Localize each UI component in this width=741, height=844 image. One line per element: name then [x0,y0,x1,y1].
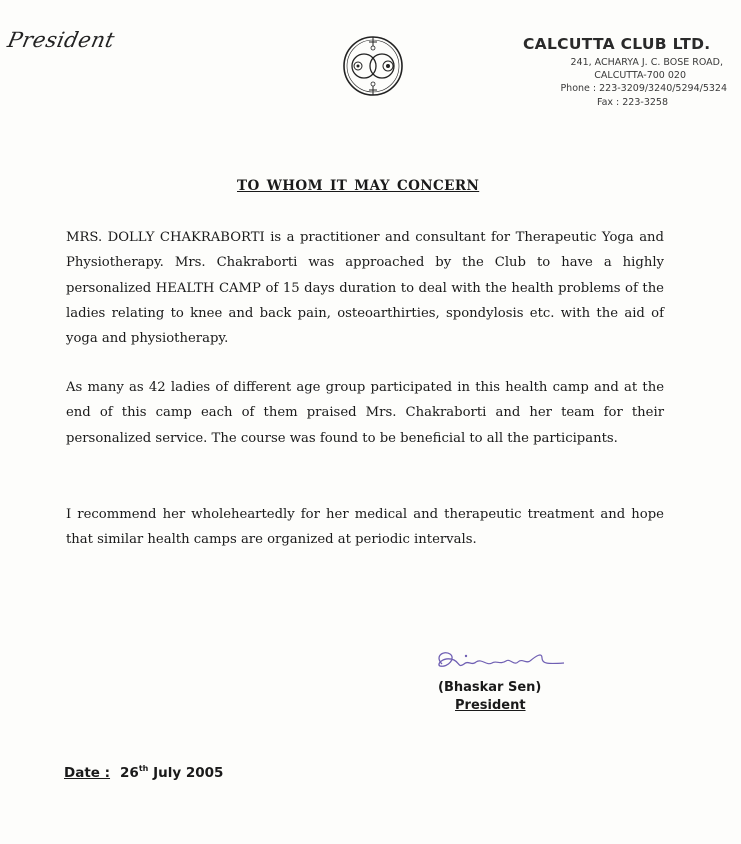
letter-date [64,764,223,781]
letter-paragraph-3: I recommend her wholeheartedly for her medical and therapeutic treatment and hope that similar health camps are organized at periodic intervals. [66,507,664,548]
date-month-year: July 2005 [153,765,224,781]
club-address-line2: CALCUTTA-700 020 [594,70,686,81]
date-day: 26 [120,765,139,781]
club-emblem-icon [336,34,410,98]
signer-name: (Bhaskar Sen) [438,680,542,695]
letter-paragraph-1: MRS. DOLLY CHAKRABORTI is a practitioner and consultant for Therapeutic Yoga and Physiotherapy. Mrs. Chakraborti was approached by the Club to have a highly personalized HEALTH CAMP of 15 days duration to deal with the health problems of the ladies relating to knee and back pain, osteoarthirties, spondylosis etc. with the aid of yoga and physiotherapy. [66,230,664,347]
letter-paragraph-2: As many as 42 ladies of different age group participated in this health camp and at the end of this camp each of them praised Mrs. Chakraborti and her team for their personalized service. The course was found to be beneficial to all the participants. [66,380,664,446]
handwritten-signature-icon [430,646,570,676]
letter-heading: TO WHOM IT MAY CONCERN [237,178,480,194]
club-address-line1: 241, ACHARYA J. C. BOSE ROAD, [570,57,723,68]
president-script-heading: President [5,28,117,52]
club-phone: Phone : 223-3209/3240/5294/5324 [560,83,727,94]
signer-title: President [455,698,526,713]
club-name: CALCUTTA CLUB LTD. [523,35,711,53]
date-label: Date : [64,765,111,781]
club-fax: Fax : 223-3258 [596,97,668,108]
date-day-suffix: th [138,764,149,773]
